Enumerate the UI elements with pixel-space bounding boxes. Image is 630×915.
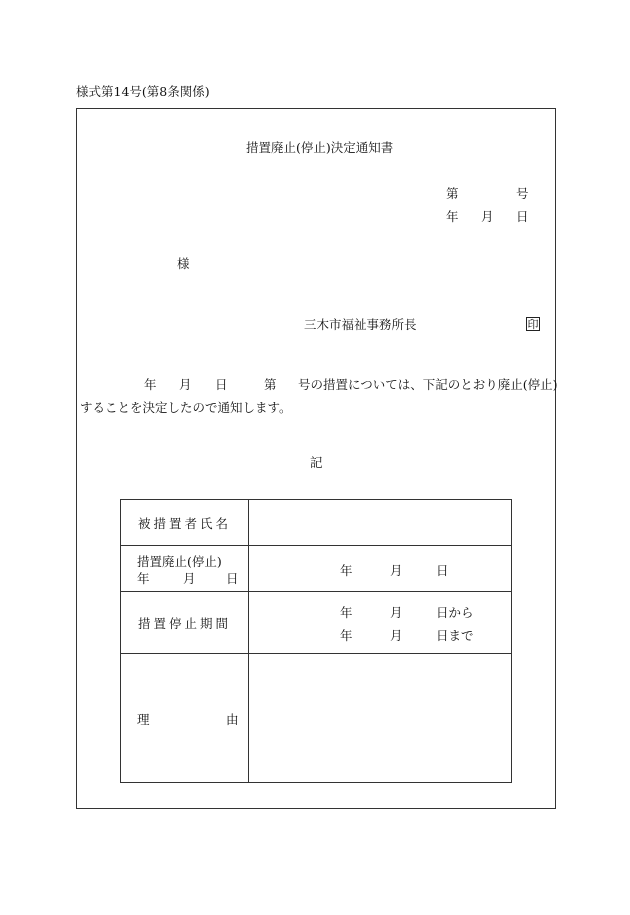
doc-date-day: 日 [516,209,529,224]
suspension-from-year: 年 [340,605,353,620]
termination-date-fields [249,561,511,577]
subject-name-value [249,500,512,546]
doc-date-month: 月 [481,209,494,224]
suspension-from-month: 月 [390,605,403,620]
termination-label-year: 年 [137,570,150,586]
document-title: 措置廃止(停止)決定通知書 [246,140,394,155]
suspension-to-month: 月 [390,628,403,643]
suspension-to-fields [249,626,511,642]
suspension-from-day: 日から [436,605,474,620]
suspension-period-value [249,592,512,654]
table-row [121,654,512,783]
doc-number-dai: 第 [446,186,459,201]
table-row [121,500,512,546]
termination-label-line1: 措置廃止(停止) [137,553,222,569]
termination-label-month: 月 [183,570,196,586]
subject-name-label: 被措置者氏名 [121,500,249,546]
body-year: 年 [144,377,157,392]
termination-label-line2 [121,569,249,584]
reason-label-right: 由 [226,712,239,727]
doc-date-year: 年 [446,209,459,224]
seal-mark: 印 [527,318,539,331]
record-table [120,499,512,783]
body-line1-rest: 号の措置については、下記のとおり廃止(停止) [298,377,558,392]
addressee-suffix: 様 [177,256,190,271]
issuer-name: 三木市福祉事務所長 [304,317,417,332]
table-row [121,546,512,592]
doc-number-go: 号 [516,186,529,201]
termination-date-month: 月 [390,562,403,578]
termination-date-label [121,546,249,592]
reason-value [249,654,512,783]
table-row [121,592,512,654]
body-day: 日 [215,377,228,392]
reason-label-text [121,710,248,726]
termination-date-year: 年 [340,562,353,578]
termination-date-day: 日 [436,562,449,578]
suspension-period-label: 措置停止期間 [121,592,249,654]
suspension-from-fields [249,603,511,619]
reason-label [121,654,249,783]
body-month: 月 [179,377,192,392]
body-dai: 第 [264,377,277,392]
ki-heading: 記 [310,455,323,470]
body-line2: することを決定したので通知します。 [80,400,292,415]
suspension-to-day: 日まで [436,628,474,643]
termination-label-day: 日 [226,570,239,586]
reason-label-left: 理 [137,712,150,727]
form-number: 様式第14号(第8条関係) [76,84,210,99]
termination-date-value [249,546,512,592]
suspension-to-year: 年 [340,628,353,643]
